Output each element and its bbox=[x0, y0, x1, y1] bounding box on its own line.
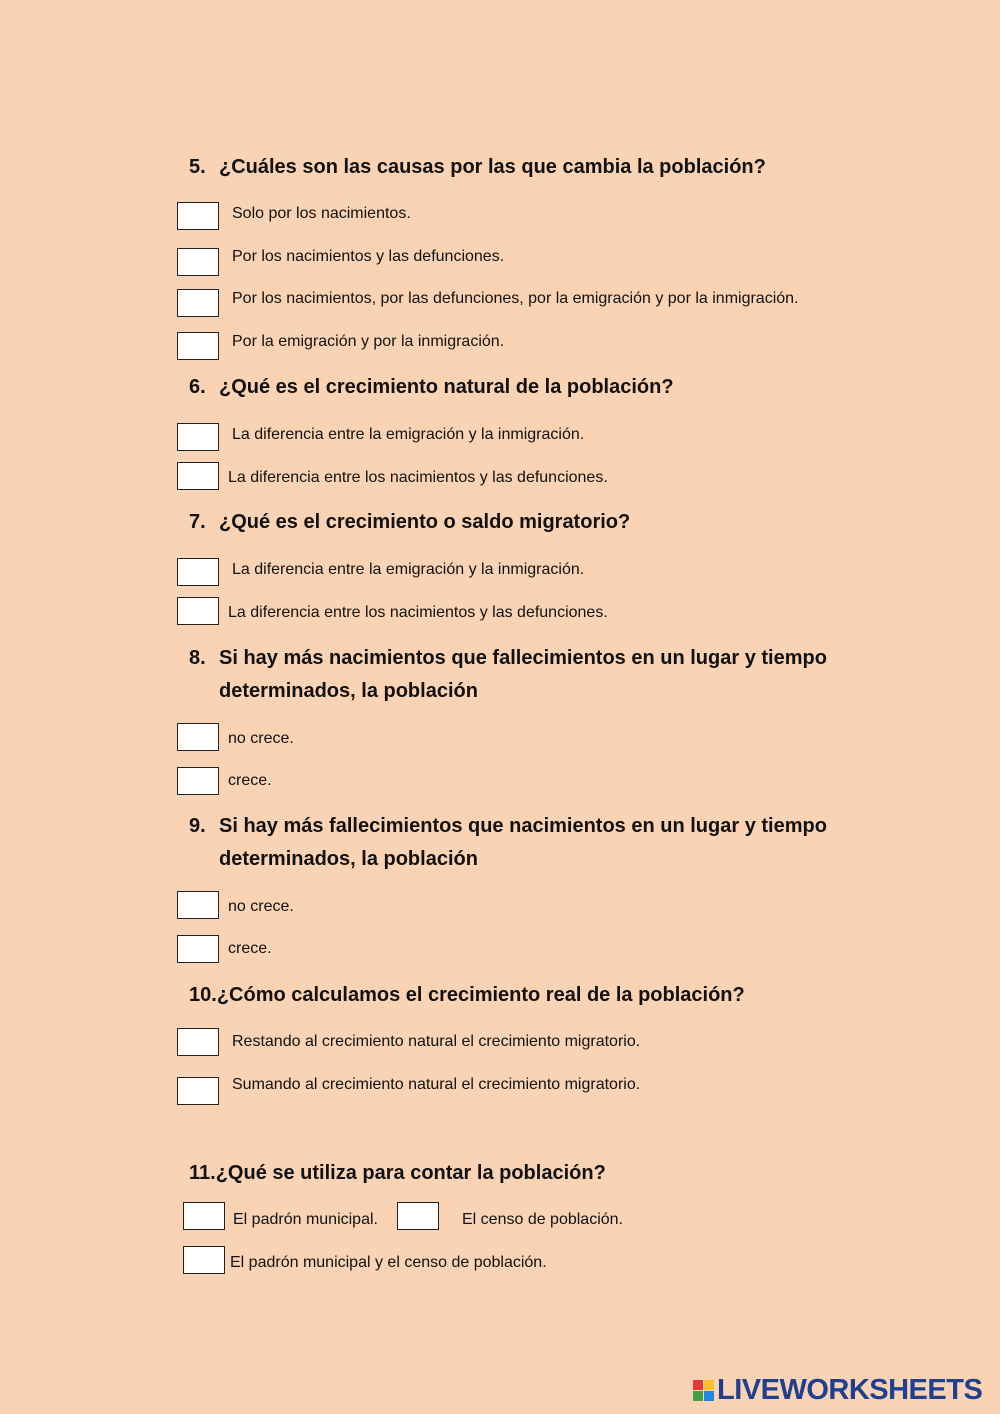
option-label: no crece. bbox=[228, 898, 294, 915]
option-label: La diferencia entre los nacimientos y las defunciones. bbox=[228, 469, 608, 486]
option-label: Solo por los nacimientos. bbox=[232, 205, 411, 222]
question-number: 8. bbox=[189, 647, 206, 669]
option-label: El censo de población. bbox=[462, 1211, 623, 1228]
question-8 bbox=[189, 642, 869, 708]
option-label: Por los nacimientos, por las defunciones, por la emigración y por la inmigración. bbox=[232, 290, 799, 307]
answer-checkbox[interactable] bbox=[177, 332, 219, 360]
question-text: ¿Qué es el crecimiento o saldo migratorio? bbox=[219, 511, 631, 533]
option-label: Por los nacimientos y las defunciones. bbox=[232, 248, 505, 265]
option-label: La diferencia entre la emigración y la inmigración. bbox=[232, 426, 585, 443]
question-text: ¿Qué es el crecimiento natural de la población? bbox=[219, 376, 674, 398]
question-text: ¿Qué se utiliza para contar la población? bbox=[215, 1162, 606, 1184]
option-label: no crece. bbox=[228, 730, 294, 747]
question-number: 11. bbox=[189, 1162, 216, 1184]
answer-checkbox[interactable] bbox=[177, 462, 219, 490]
question-6 bbox=[189, 371, 869, 404]
answer-checkbox[interactable] bbox=[177, 1028, 219, 1056]
brand-name: LIVEWORKSHEETS bbox=[717, 1373, 983, 1406]
option-label: El padrón municipal. bbox=[233, 1211, 378, 1228]
question-5 bbox=[189, 151, 869, 184]
answer-checkbox[interactable] bbox=[177, 935, 219, 963]
answer-checkbox[interactable] bbox=[397, 1202, 439, 1230]
question-7 bbox=[189, 506, 869, 539]
question-10 bbox=[189, 979, 869, 1012]
option-label: crece. bbox=[228, 940, 272, 957]
answer-checkbox[interactable] bbox=[177, 423, 219, 451]
question-text: ¿Cómo calculamos el crecimiento real de la población? bbox=[216, 984, 745, 1006]
answer-checkbox[interactable] bbox=[177, 1077, 219, 1105]
answer-checkbox[interactable] bbox=[177, 202, 219, 230]
answer-checkbox[interactable] bbox=[177, 248, 219, 276]
option-label: Por la emigración y por la inmigración. bbox=[232, 333, 505, 350]
option-label: crece. bbox=[228, 772, 272, 789]
option-label: El padrón municipal y el censo de población. bbox=[230, 1254, 547, 1271]
question-text: ¿Cuáles son las causas por las que cambia la población? bbox=[219, 156, 766, 178]
question-number: 9. bbox=[189, 815, 206, 837]
answer-checkbox[interactable] bbox=[177, 891, 219, 919]
question-text: Si hay más nacimientos que fallecimientos en un lugar y tiempo determinados, la población bbox=[219, 647, 827, 702]
question-number: 7. bbox=[189, 511, 206, 533]
option-label: Restando al crecimiento natural el crecimiento migratorio. bbox=[232, 1033, 641, 1050]
question-number: 10. bbox=[189, 984, 217, 1006]
answer-checkbox[interactable] bbox=[183, 1202, 225, 1230]
answer-checkbox[interactable] bbox=[183, 1246, 225, 1274]
option-label: La diferencia entre los nacimientos y las defunciones. bbox=[228, 604, 608, 621]
question-number: 5. bbox=[189, 156, 206, 178]
answer-checkbox[interactable] bbox=[177, 767, 219, 795]
question-text: Si hay más fallecimientos que nacimientos en un lugar y tiempo determinados, la población bbox=[219, 815, 827, 870]
option-label: La diferencia entre la emigración y la inmigración. bbox=[232, 561, 585, 578]
answer-checkbox[interactable] bbox=[177, 723, 219, 751]
answer-checkbox[interactable] bbox=[177, 597, 219, 625]
option-label: Sumando al crecimiento natural el crecimiento migratorio. bbox=[232, 1076, 641, 1093]
question-9 bbox=[189, 810, 869, 876]
answer-checkbox[interactable] bbox=[177, 289, 219, 317]
liveworksheets-logo bbox=[693, 1374, 982, 1406]
question-11 bbox=[189, 1157, 869, 1190]
question-number: 6. bbox=[189, 376, 206, 398]
logo-mark-icon bbox=[693, 1380, 714, 1401]
answer-checkbox[interactable] bbox=[177, 558, 219, 586]
